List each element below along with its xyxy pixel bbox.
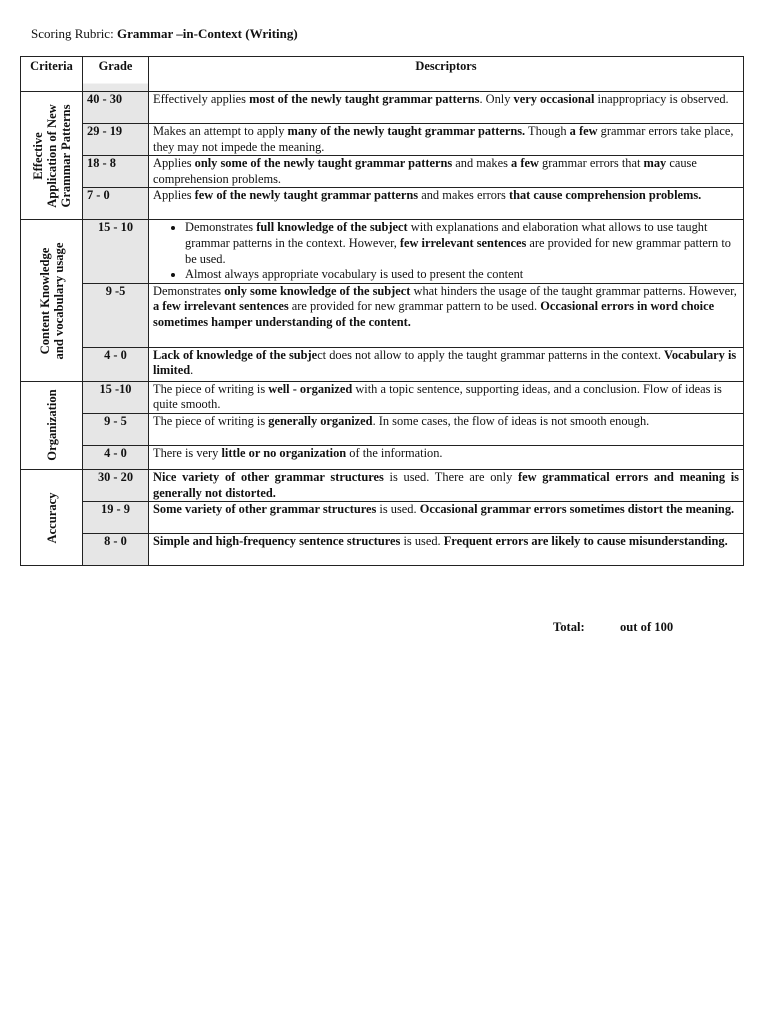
descriptor-text: inappropriacy is observed.: [594, 92, 729, 106]
descriptor-emphasis: only some knowledge of the subject: [224, 283, 411, 298]
grade-range: 15 -10: [83, 381, 149, 413]
descriptor-text: grammar errors take place, they may not impede the meaning.: [153, 124, 734, 154]
descriptor-emphasis: few irrelevant sentences: [399, 235, 527, 250]
descriptor: [149, 220, 744, 283]
descriptor-text: ct does not allow to apply the taught grammar patterns in the context.: [317, 347, 665, 362]
descriptor-text: Applies: [153, 156, 195, 171]
descriptor-emphasis: Occasional grammar errors sometimes distort the meaning.: [419, 502, 735, 517]
descriptor-emphasis: few of the newly taught grammar patterns: [194, 188, 419, 203]
descriptor-text: cause comprehension problems.: [153, 156, 697, 186]
criterion-label: [45, 390, 59, 461]
descriptor-text: There is very: [153, 445, 222, 460]
descriptor-emphasis: a few: [511, 156, 539, 171]
grade-range: 29 - 19: [83, 124, 149, 156]
descriptor-text: . In some cases, the flow of ideas is not smooth enough.: [372, 413, 650, 428]
descriptor-text: with explanations and elaboration what allows to use taught grammar patterns in the context. However,: [185, 220, 708, 250]
descriptor-text: are provided for new grammar pattern to be used.: [185, 235, 731, 266]
rubric-row: [21, 220, 744, 283]
descriptor: [149, 188, 744, 220]
descriptor-emphasis: Simple and high-frequency sentence structures: [153, 534, 401, 549]
descriptor-emphasis: few grammatical errors and meaning is generally not distorted.: [153, 469, 739, 500]
rubric-row: [21, 124, 744, 156]
rubric-row: [21, 534, 744, 566]
criterion-label-line: Application of New: [44, 103, 59, 208]
descriptor-emphasis: most of the newly taught grammar patterns: [249, 92, 480, 106]
descriptor-text: The piece of writing is: [153, 413, 269, 428]
descriptor-text: .: [190, 363, 194, 378]
criterion-label-line: Accuracy: [44, 492, 59, 544]
grade-range: 40 - 30: [83, 92, 149, 124]
descriptor: [149, 156, 744, 188]
grade-range: 15 - 10: [83, 220, 149, 283]
descriptor-text: is used. There are only: [383, 469, 518, 484]
rubric-row: [21, 156, 744, 188]
descriptor: [149, 347, 744, 381]
criterion-label-line: and vocabulary usage: [51, 242, 66, 359]
rubric-row: [21, 445, 744, 469]
descriptor-emphasis: Some variety of other grammar structures: [153, 502, 377, 517]
descriptor: [149, 92, 744, 124]
descriptor-emphasis: may: [643, 156, 667, 171]
descriptor: [149, 469, 744, 501]
descriptor-emphasis: Vocabulary is limited: [153, 347, 737, 378]
descriptor-text: is used.: [376, 502, 420, 517]
criterion-label: [38, 242, 66, 359]
descriptor-text: . Only: [479, 92, 514, 106]
title-prefix: coring Rubric:: [38, 26, 114, 41]
rubric-table: [20, 56, 744, 566]
descriptor: [149, 381, 744, 413]
criterion-cell: [21, 469, 83, 565]
descriptor: [149, 283, 744, 347]
criterion-label-line: Effective: [30, 131, 45, 180]
descriptor-emphasis: Lack of knowledge of the subje: [153, 347, 318, 362]
descriptor-emphasis: full knowledge of the subject: [256, 220, 408, 235]
descriptor-emphasis: Frequent errors are likely to cause misunderstanding.: [443, 534, 728, 549]
descriptor-text: The piece of writing is: [153, 381, 269, 396]
criterion-cell: [21, 220, 83, 381]
descriptor-bullet: [185, 267, 739, 283]
descriptor-text: Demonstrates: [185, 220, 257, 235]
descriptor-text: what hinders the usage of the taught grammar patterns. However,: [410, 283, 737, 298]
criterion-label: [31, 104, 73, 208]
title-prefix-s: S: [31, 26, 39, 41]
descriptor-emphasis: that cause comprehension problems.: [508, 188, 702, 203]
descriptor-text: and makes errors: [418, 188, 509, 203]
descriptor-text: Makes an attempt to apply: [153, 124, 288, 138]
grade-range: 9 - 5: [83, 413, 149, 445]
descriptor-text: are provided for new grammar pattern to be used.: [288, 299, 541, 314]
descriptor-text: Almost always appropriate vocabulary is used to present the content: [185, 267, 524, 282]
rubric-row: [21, 92, 744, 124]
grade-range: 4 - 0: [83, 347, 149, 381]
title-main: Grammar –in-Context (Writing): [113, 26, 298, 41]
criterion-label: [45, 492, 59, 543]
descriptor-text: grammar errors that: [538, 156, 644, 171]
descriptor-emphasis: a few: [569, 124, 598, 138]
descriptor-text: Effectively applies: [153, 92, 250, 106]
descriptor-text: Applies: [153, 188, 195, 203]
descriptor-emphasis: many of the newly taught grammar patterns.: [287, 124, 526, 138]
grade-header: Grade: [83, 57, 149, 92]
descriptor-text: Demonstrates: [153, 283, 225, 298]
criterion-label-line: Organization: [44, 389, 59, 462]
descriptor-emphasis: generally organized: [268, 413, 373, 428]
header-row: [21, 57, 744, 92]
descriptors-header: Descriptors: [149, 57, 744, 92]
descriptor-emphasis: Occasional errors in word choice sometimes hamper understanding of the content.: [153, 299, 715, 329]
descriptor-emphasis: a few irrelevant sentences: [153, 299, 289, 314]
rubric-row: [21, 188, 744, 220]
descriptor-bullet: [185, 220, 739, 267]
rubric-row: [21, 413, 744, 445]
grade-range: 4 - 0: [83, 445, 149, 469]
grade-range: 19 - 9: [83, 502, 149, 534]
descriptor: [149, 534, 744, 566]
descriptor-emphasis: little or no organization: [221, 445, 347, 460]
criterion-cell: [21, 92, 83, 220]
total-out-of: out of 100: [620, 620, 674, 634]
criterion-label-line: Grammar Patterns: [58, 104, 73, 208]
criteria-header: Criteria: [21, 57, 83, 92]
descriptor-emphasis: well - organized: [268, 381, 353, 396]
descriptor-emphasis: very occasional: [513, 92, 595, 106]
rubric-row: [21, 469, 744, 501]
rubric-row: [21, 381, 744, 413]
descriptor: [149, 413, 744, 445]
criterion-label-line: Content Knowledge: [37, 247, 52, 354]
descriptor-text: of the information.: [346, 445, 443, 460]
rubric-row: [21, 502, 744, 534]
descriptor-emphasis: only some of the newly taught grammar patterns: [194, 156, 453, 171]
criterion-cell: [21, 381, 83, 469]
grade-range: 9 -5: [83, 283, 149, 347]
rubric-row: [21, 283, 744, 347]
total-line: [553, 620, 674, 635]
grade-range: 7 - 0: [83, 188, 149, 220]
grade-range: 18 - 8: [83, 156, 149, 188]
descriptor: [149, 445, 744, 469]
descriptor-bullets: [153, 220, 739, 282]
rubric-title: [31, 26, 298, 42]
grade-range: 8 - 0: [83, 534, 149, 566]
descriptor-text: and makes: [452, 156, 512, 171]
total-label: Total:: [553, 620, 585, 634]
descriptor-text: with a topic sentence, supporting ideas, and a conclusion. Flow of ideas is quite smooth.: [153, 381, 722, 412]
grade-range: 30 - 20: [83, 469, 149, 501]
rubric-row: [21, 347, 744, 381]
descriptor-text: is used.: [400, 534, 444, 549]
descriptor: [149, 502, 744, 534]
descriptor-emphasis: Nice variety of other grammar structures: [153, 469, 384, 484]
descriptor-text: Though: [525, 124, 570, 138]
descriptor: [149, 124, 744, 156]
